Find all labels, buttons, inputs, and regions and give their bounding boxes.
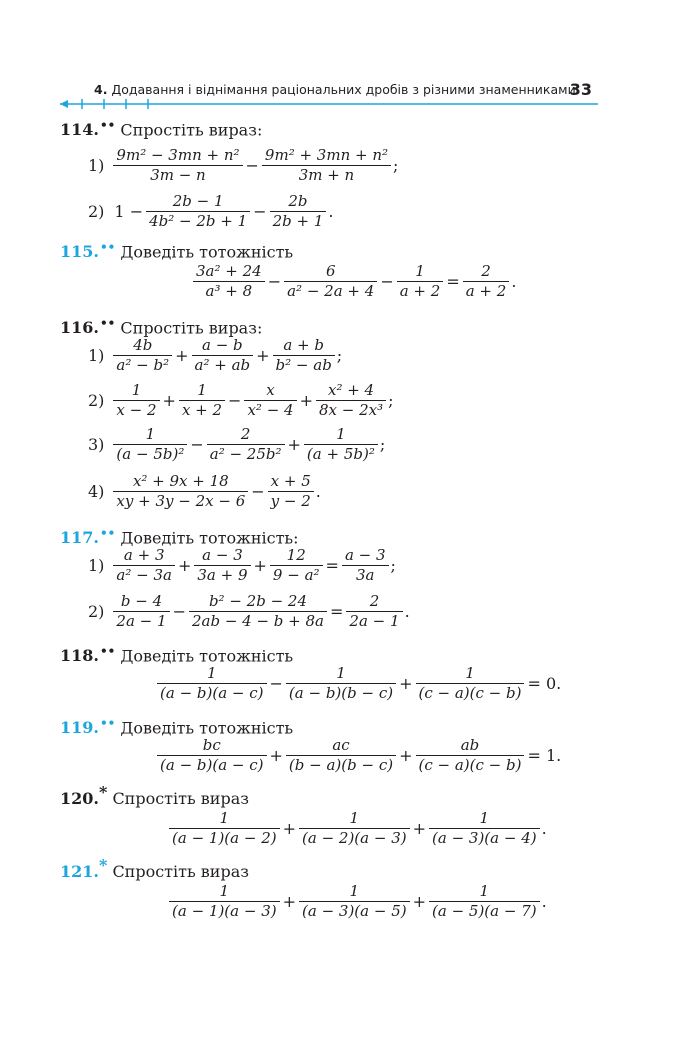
denominator: 8x − 2x³ — [318, 401, 384, 419]
fraction — [397, 262, 444, 301]
punctuation: ; — [393, 156, 399, 175]
problem-number: 121.* — [60, 855, 108, 881]
numerator: b − 4 — [120, 592, 163, 610]
denominator: 4b² − 2b + 1 — [149, 212, 248, 230]
problem-number: 117.•• — [60, 526, 116, 548]
fraction — [416, 664, 525, 703]
problem-number: 115.•• — [60, 240, 116, 262]
problem-121 — [60, 855, 249, 881]
fraction — [299, 809, 410, 848]
item-label: 3) — [88, 435, 105, 454]
denominator: 3a — [355, 566, 375, 584]
denominator: (c − a)(c − b) — [418, 756, 522, 774]
fraction — [268, 472, 314, 511]
denominator: a + 2 — [399, 282, 441, 300]
problem-120 — [60, 782, 249, 808]
formula-115 — [192, 262, 516, 301]
numerator: 1 — [336, 664, 346, 682]
problem-116 — [60, 316, 262, 337]
item-label: 1) — [88, 556, 105, 575]
chapter-number: 4. — [94, 82, 108, 97]
problem-114 — [60, 118, 262, 139]
formula-119 — [156, 736, 563, 775]
operator: + — [256, 346, 270, 365]
denominator: 2ab − 4 − b + 8a — [191, 612, 325, 630]
punctuation: . — [541, 892, 547, 911]
numerator: 1 — [465, 664, 475, 682]
operator: = 0. — [527, 674, 562, 693]
item-label: 2) — [88, 202, 105, 221]
denominator: (a − 3)(a − 5) — [302, 902, 407, 920]
fraction — [270, 192, 327, 231]
item-label: 2) — [88, 602, 105, 621]
formula-121 — [168, 882, 547, 921]
denominator: (a − b)(a − c) — [160, 684, 264, 702]
formula-118 — [156, 664, 563, 703]
fraction — [113, 336, 172, 375]
problem-text: Спростіть вираз — [112, 862, 249, 881]
numerator: x + 5 — [270, 472, 311, 490]
denominator: b² − ab — [275, 356, 332, 374]
fraction — [262, 146, 391, 185]
fraction — [157, 664, 267, 703]
operator: + — [399, 746, 413, 765]
operator: + — [412, 892, 426, 911]
numerator: 4b — [133, 336, 153, 354]
problem-number: 120.* — [60, 782, 108, 808]
numerator: 2b − 1 — [172, 192, 224, 210]
operator: + — [299, 391, 313, 410]
item-label: 1) — [88, 156, 105, 175]
chapter-title — [94, 82, 576, 97]
numerator: 1 — [479, 809, 490, 827]
numerator: 1 — [336, 425, 346, 443]
numerator: x — [266, 381, 275, 399]
fraction — [169, 882, 280, 921]
fraction — [113, 425, 187, 464]
problem-text: Доведіть тотожність — [120, 718, 294, 738]
numerator: 1 — [219, 809, 230, 827]
formula-114-2 — [88, 192, 333, 231]
fraction — [346, 592, 402, 631]
operator: = — [325, 556, 339, 575]
fraction — [169, 809, 280, 848]
denominator: 2a − 1 — [116, 612, 167, 630]
numerator: 1 — [131, 381, 142, 399]
operator: − — [267, 272, 282, 291]
denominator: x − 2 — [116, 401, 157, 419]
page-number: 33 — [569, 80, 592, 99]
numerator: a + b — [283, 336, 324, 354]
punctuation: ; — [379, 435, 386, 454]
formula-116-4 — [88, 472, 321, 511]
item-label: 4) — [88, 482, 105, 501]
numerator: a + 3 — [123, 546, 165, 564]
operator: + — [282, 892, 296, 911]
punctuation: . — [511, 272, 517, 291]
operator: + — [412, 819, 426, 838]
problem-115 — [60, 240, 293, 261]
denominator: (a − b)(a − c) — [160, 756, 264, 774]
numerator: bc — [202, 736, 221, 754]
formula-117-1 — [88, 546, 396, 585]
denominator: (a + 5b)² — [306, 445, 375, 463]
operator: + — [253, 556, 267, 575]
denominator: (a − 3)(a − 4) — [432, 829, 537, 847]
denominator: (a − 2)(a − 3) — [302, 829, 407, 847]
fraction — [304, 425, 378, 464]
numerator: 9m² − 3mn + n² — [116, 146, 240, 164]
numerator: 12 — [286, 546, 306, 564]
header-rule — [60, 98, 598, 110]
denominator: a² − 3a — [116, 566, 172, 584]
denominator: 2b + 1 — [272, 212, 324, 230]
fraction — [342, 546, 389, 585]
numerator: 2 — [369, 592, 380, 610]
problem-text: Спростіть вираз — [112, 789, 249, 808]
operator: + — [162, 391, 176, 410]
numerator: x² + 9x + 18 — [132, 472, 229, 490]
numerator: 9m² + 3mn + n² — [264, 146, 389, 164]
denominator: 2a − 1 — [349, 612, 400, 630]
fraction — [179, 381, 225, 420]
formula-116-1 — [88, 336, 342, 375]
operator: − — [253, 202, 267, 221]
denominator: (a − 5)(a − 7) — [432, 902, 537, 920]
fraction — [192, 336, 254, 375]
fraction — [299, 882, 410, 921]
operator: − — [245, 156, 259, 175]
fraction — [113, 381, 159, 420]
operator: = 1. — [527, 746, 562, 765]
numerator: 1 — [415, 262, 425, 280]
numerator: 1 — [349, 882, 360, 900]
denominator: (a − 5b)² — [116, 445, 185, 463]
numerator: b² − 2b − 24 — [208, 592, 308, 610]
operator: − — [269, 674, 283, 693]
fraction — [244, 381, 296, 420]
numerator: a − b — [201, 336, 243, 354]
operator: 1 − — [114, 202, 144, 221]
operator: = — [446, 272, 460, 291]
arrow-left-icon — [60, 100, 68, 108]
punctuation: ; — [336, 346, 343, 365]
denominator: a² − 2a + 4 — [287, 282, 375, 300]
numerator: 1 — [206, 664, 217, 682]
problem-text: Доведіть тотожність — [120, 646, 294, 666]
problem-text: Спростіть вираз: — [120, 120, 263, 140]
punctuation: . — [315, 482, 321, 501]
fraction — [463, 262, 510, 301]
operator: − — [251, 482, 265, 501]
formula-114-1 — [88, 146, 398, 185]
numerator: x² + 4 — [327, 381, 375, 399]
numerator: ac — [332, 736, 350, 754]
fraction — [194, 546, 250, 585]
fraction — [270, 546, 323, 585]
denominator: xy + 3y − 2x − 6 — [116, 492, 246, 510]
numerator: 6 — [325, 262, 336, 280]
fraction — [193, 262, 265, 301]
numerator: 1 — [349, 809, 360, 827]
operator: + — [269, 746, 283, 765]
formula-117-2 — [88, 592, 410, 631]
fraction — [286, 736, 396, 775]
operator: + — [399, 674, 413, 693]
denominator: (c − a)(c − b) — [418, 684, 522, 702]
denominator: (a − b)(b − c) — [288, 684, 394, 702]
problem-number: 119.•• — [60, 716, 116, 738]
punctuation: ; — [390, 556, 396, 575]
denominator: y − 2 — [270, 492, 311, 510]
punctuation: . — [404, 602, 410, 621]
problem-text: Доведіть тотожність — [120, 242, 294, 262]
fraction — [273, 336, 335, 375]
operator: + — [177, 556, 192, 575]
numerator: 1 — [479, 882, 490, 900]
denominator: a³ + 8 — [205, 282, 253, 300]
denominator: a + 2 — [465, 282, 507, 300]
punctuation: . — [541, 819, 547, 838]
fraction — [113, 546, 175, 585]
operator: − — [228, 391, 242, 410]
fraction — [157, 736, 267, 775]
problem-text: Спростіть вираз: — [120, 318, 263, 338]
formula-116-3 — [88, 425, 385, 464]
operator: + — [282, 819, 296, 838]
item-label: 2) — [88, 391, 105, 410]
fraction — [286, 664, 396, 703]
problem-118 — [60, 644, 293, 665]
denominator: a² + ab — [194, 356, 251, 374]
numerator: a − 3 — [344, 546, 386, 564]
fraction — [113, 592, 169, 631]
denominator: a² − 25b² — [209, 445, 282, 463]
denominator: a² − b² — [116, 356, 170, 374]
numerator: 1 — [219, 882, 230, 900]
denominator: 3m − n — [150, 166, 206, 184]
operator: = — [330, 602, 344, 621]
problem-number: 114.•• — [60, 118, 116, 140]
problem-number: 118.•• — [60, 644, 116, 666]
fraction — [189, 592, 327, 631]
operator: − — [380, 272, 394, 291]
numerator: 3a² + 24 — [196, 262, 262, 280]
numerator: 2 — [481, 262, 491, 280]
operator: + — [175, 346, 189, 365]
punctuation: . — [328, 202, 334, 221]
operator: − — [172, 602, 186, 621]
item-label: 1) — [88, 346, 105, 365]
fraction — [429, 882, 540, 921]
fraction — [113, 146, 242, 185]
problem-text: Доведіть тотожність: — [120, 528, 299, 548]
fraction — [416, 736, 525, 775]
fraction — [429, 809, 540, 848]
denominator: 3m + n — [298, 166, 355, 184]
fraction — [146, 192, 250, 231]
denominator: (b − a)(b − c) — [288, 756, 394, 774]
numerator: 2b — [288, 192, 308, 210]
running-header — [60, 82, 598, 114]
chapter-title-text: Додавання і віднімання раціональних дробів з різними знаменниками — [111, 82, 576, 97]
formula-116-2 — [88, 381, 394, 420]
numerator: 1 — [145, 425, 156, 443]
punctuation: ; — [388, 391, 394, 410]
fraction — [113, 472, 248, 511]
problem-117 — [60, 526, 299, 547]
denominator: 9 − a² — [272, 566, 320, 584]
operator: + — [287, 435, 301, 454]
operator: − — [190, 435, 204, 454]
numerator: ab — [460, 736, 480, 754]
problem-119 — [60, 716, 293, 737]
numerator: 2 — [240, 425, 251, 443]
denominator: (a − 1)(a − 3) — [172, 902, 277, 920]
fraction — [207, 425, 285, 464]
denominator: (a − 1)(a − 2) — [172, 829, 277, 847]
numerator: 1 — [197, 381, 207, 399]
denominator: x + 2 — [181, 401, 223, 419]
problem-number: 116.•• — [60, 316, 116, 338]
denominator: x² − 4 — [247, 401, 294, 419]
denominator: 3a + 9 — [197, 566, 248, 584]
numerator: a − 3 — [202, 546, 243, 564]
fraction — [284, 262, 377, 301]
formula-120 — [168, 809, 547, 848]
fraction — [316, 381, 386, 420]
